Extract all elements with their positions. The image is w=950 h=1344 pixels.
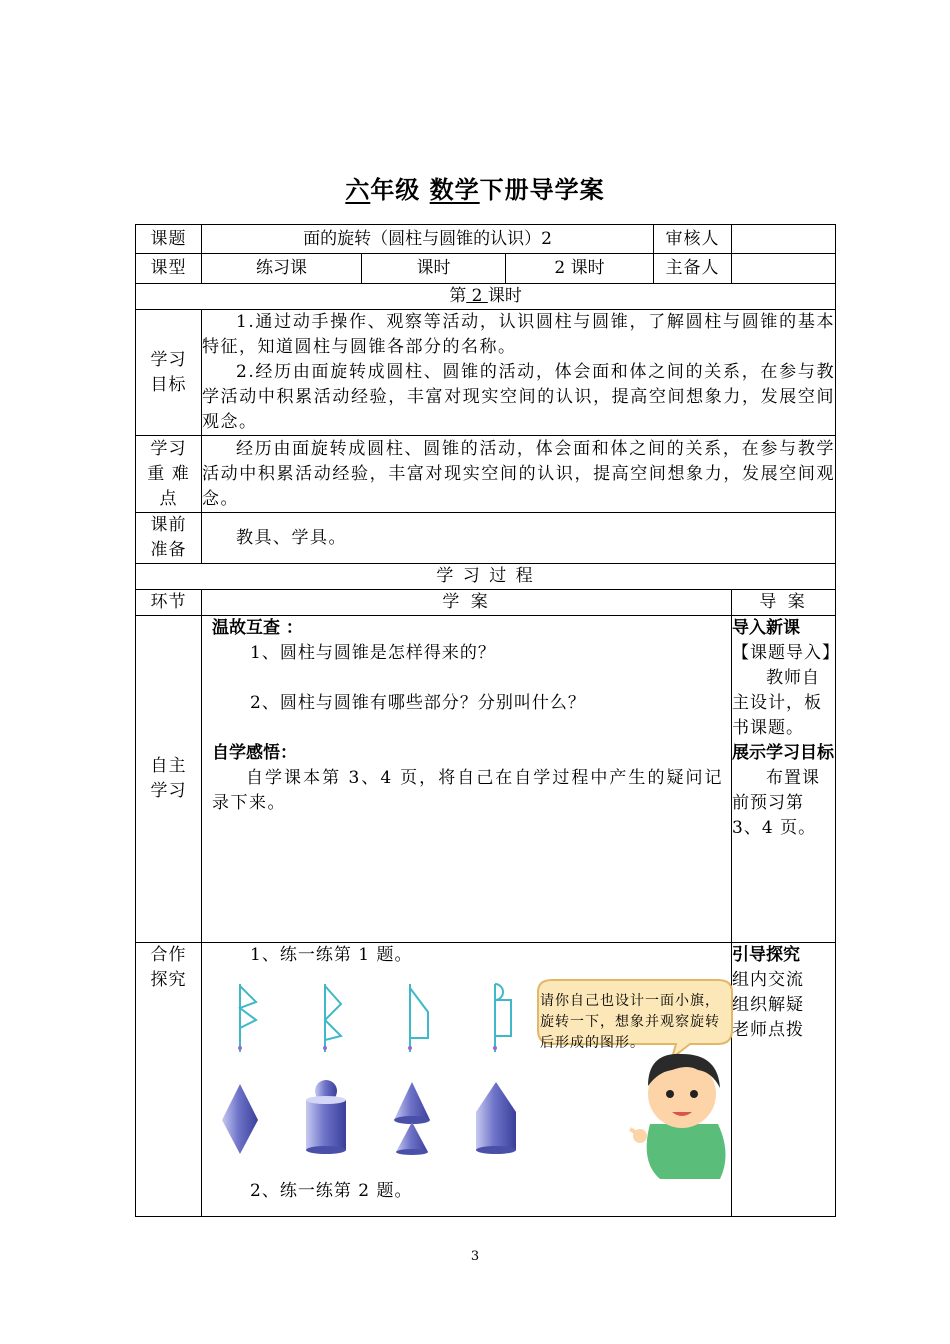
guide-goals-text: 布置课前预习第 3、4 页。 bbox=[732, 768, 821, 838]
coop-label: 合作 探究 bbox=[136, 943, 202, 1217]
hours-label: 课时 bbox=[362, 254, 506, 284]
flag-3 bbox=[410, 984, 428, 1052]
guide-heading-explore: 引导探究 bbox=[732, 945, 801, 965]
page-number: 3 bbox=[470, 1249, 480, 1264]
reviewer-value bbox=[732, 225, 836, 254]
row-process-title bbox=[136, 564, 836, 590]
guide-explore-1: 组内交流 bbox=[732, 970, 805, 990]
self-study-guide bbox=[732, 616, 841, 943]
row-goals bbox=[136, 310, 836, 436]
flag-4 bbox=[495, 984, 511, 1052]
self-study-label: 自主 学习 bbox=[136, 616, 202, 943]
session-cell bbox=[136, 284, 836, 310]
row-coop bbox=[136, 943, 836, 1217]
title-grade-number: 六 bbox=[345, 176, 371, 204]
row-self-study bbox=[136, 616, 836, 943]
review-heading: 温故互查 ： bbox=[212, 618, 303, 638]
guide-intro-text: 教师自主设计，板书课题。 bbox=[732, 668, 823, 738]
preparer-label: 主备人 bbox=[654, 254, 732, 284]
self-study-content bbox=[202, 616, 732, 943]
guide-explore-3: 老师点拨 bbox=[732, 1020, 805, 1040]
rotation-arrows bbox=[238, 1046, 497, 1050]
difficulty-label: 学习 重 难 点 bbox=[136, 436, 202, 513]
row-process-header bbox=[136, 590, 836, 616]
guide-heading-intro: 导入新课 bbox=[732, 618, 801, 638]
row-difficulty bbox=[136, 436, 836, 513]
lesson-plan-table bbox=[135, 224, 841, 1217]
col-stage-header: 环节 bbox=[136, 590, 202, 616]
type-value: 练习课 bbox=[202, 254, 362, 284]
bubble-text: 请你自己也设计一面小旗，旋转一下，想象并观察旋转后形成的图形。 bbox=[540, 993, 720, 1051]
guide-intro-note: 【课题导入】 bbox=[732, 643, 841, 663]
coop-guide bbox=[732, 943, 836, 1217]
session-prefix: 第 bbox=[449, 286, 467, 306]
review-question-1: 1、圆柱与圆锥是怎样得来的？ bbox=[250, 643, 496, 663]
row-prep bbox=[136, 513, 836, 564]
col-plan-header: 学 案 bbox=[202, 590, 732, 616]
flag-2 bbox=[325, 984, 341, 1052]
guide-explore-2: 组织解疑 bbox=[732, 995, 805, 1015]
solid-cylinder-sphere bbox=[306, 1080, 346, 1154]
solid-double-cone bbox=[222, 1084, 258, 1154]
prep-content: 教具、学具。 bbox=[202, 513, 836, 564]
insight-text: 自学课本第 3、4 页，将自己在自学过程中产生的疑问记录下来。 bbox=[212, 768, 724, 813]
type-label: 课型 bbox=[136, 254, 202, 284]
topic-value: 面的旋转（圆柱与圆锥的认识）2 bbox=[202, 225, 654, 254]
hours-value: 2 课时 bbox=[506, 254, 654, 284]
topic-label: 课题 bbox=[136, 225, 202, 254]
solid-cone-cylinder bbox=[476, 1082, 516, 1154]
goal-item-1: 1.通过动手操作、观察等活动，认识圆柱与圆锥，了解圆柱与圆锥的基本特征，知道圆柱与圆锥各部分的名称。 bbox=[202, 312, 836, 357]
session-number: 2 bbox=[466, 286, 488, 306]
session-suffix: 课时 bbox=[487, 286, 522, 306]
row-topic bbox=[136, 225, 836, 254]
coop-content bbox=[202, 943, 732, 1217]
exercise-1: 1、练一练第 1 题。 bbox=[250, 945, 413, 965]
process-title: 学 习 过 程 bbox=[136, 564, 836, 590]
col-guide-header: 导 案 bbox=[732, 590, 836, 616]
prep-label: 课前 准备 bbox=[136, 513, 202, 564]
review-question-2: 2、圆柱与圆锥有哪些部分？分别叫什么？ bbox=[250, 693, 586, 713]
difficulty-content: 经历由面旋转成圆柱、圆锥的活动，体会面和体之间的关系，在参与教学活动中积累活动经验，丰富对现实空间的认识，提高空间想象力，发展空间观念。 bbox=[202, 436, 836, 513]
title-grade-text: 年级 bbox=[370, 176, 421, 204]
insight-heading: 自学感悟： bbox=[212, 743, 297, 763]
row-type bbox=[136, 254, 836, 284]
page-title bbox=[0, 170, 950, 205]
title-suffix: 下册导学案 bbox=[479, 176, 605, 204]
flag-1 bbox=[240, 984, 256, 1052]
goals-content bbox=[202, 310, 836, 436]
title-subject: 数学 bbox=[429, 176, 480, 204]
exercise-2: 2、练一练第 2 题。 bbox=[250, 1181, 413, 1201]
exercise-figure bbox=[220, 974, 740, 1179]
preparer-value bbox=[732, 254, 836, 284]
row-session bbox=[136, 284, 836, 310]
reviewer-label: 审核人 bbox=[654, 225, 732, 254]
solid-cone-stack bbox=[394, 1082, 430, 1155]
guide-heading-goals: 展示学习目标 bbox=[732, 743, 835, 763]
goals-label: 学习 目标 bbox=[136, 310, 202, 436]
boy-illustration bbox=[630, 1054, 726, 1179]
goal-item-2: 2.经历由面旋转成圆柱、圆锥的活动，体会面和体之间的关系，在参与教学活动中积累活动经验，丰富对现实空间的认识，提高空间想象力，发展空间观念。 bbox=[202, 362, 836, 432]
